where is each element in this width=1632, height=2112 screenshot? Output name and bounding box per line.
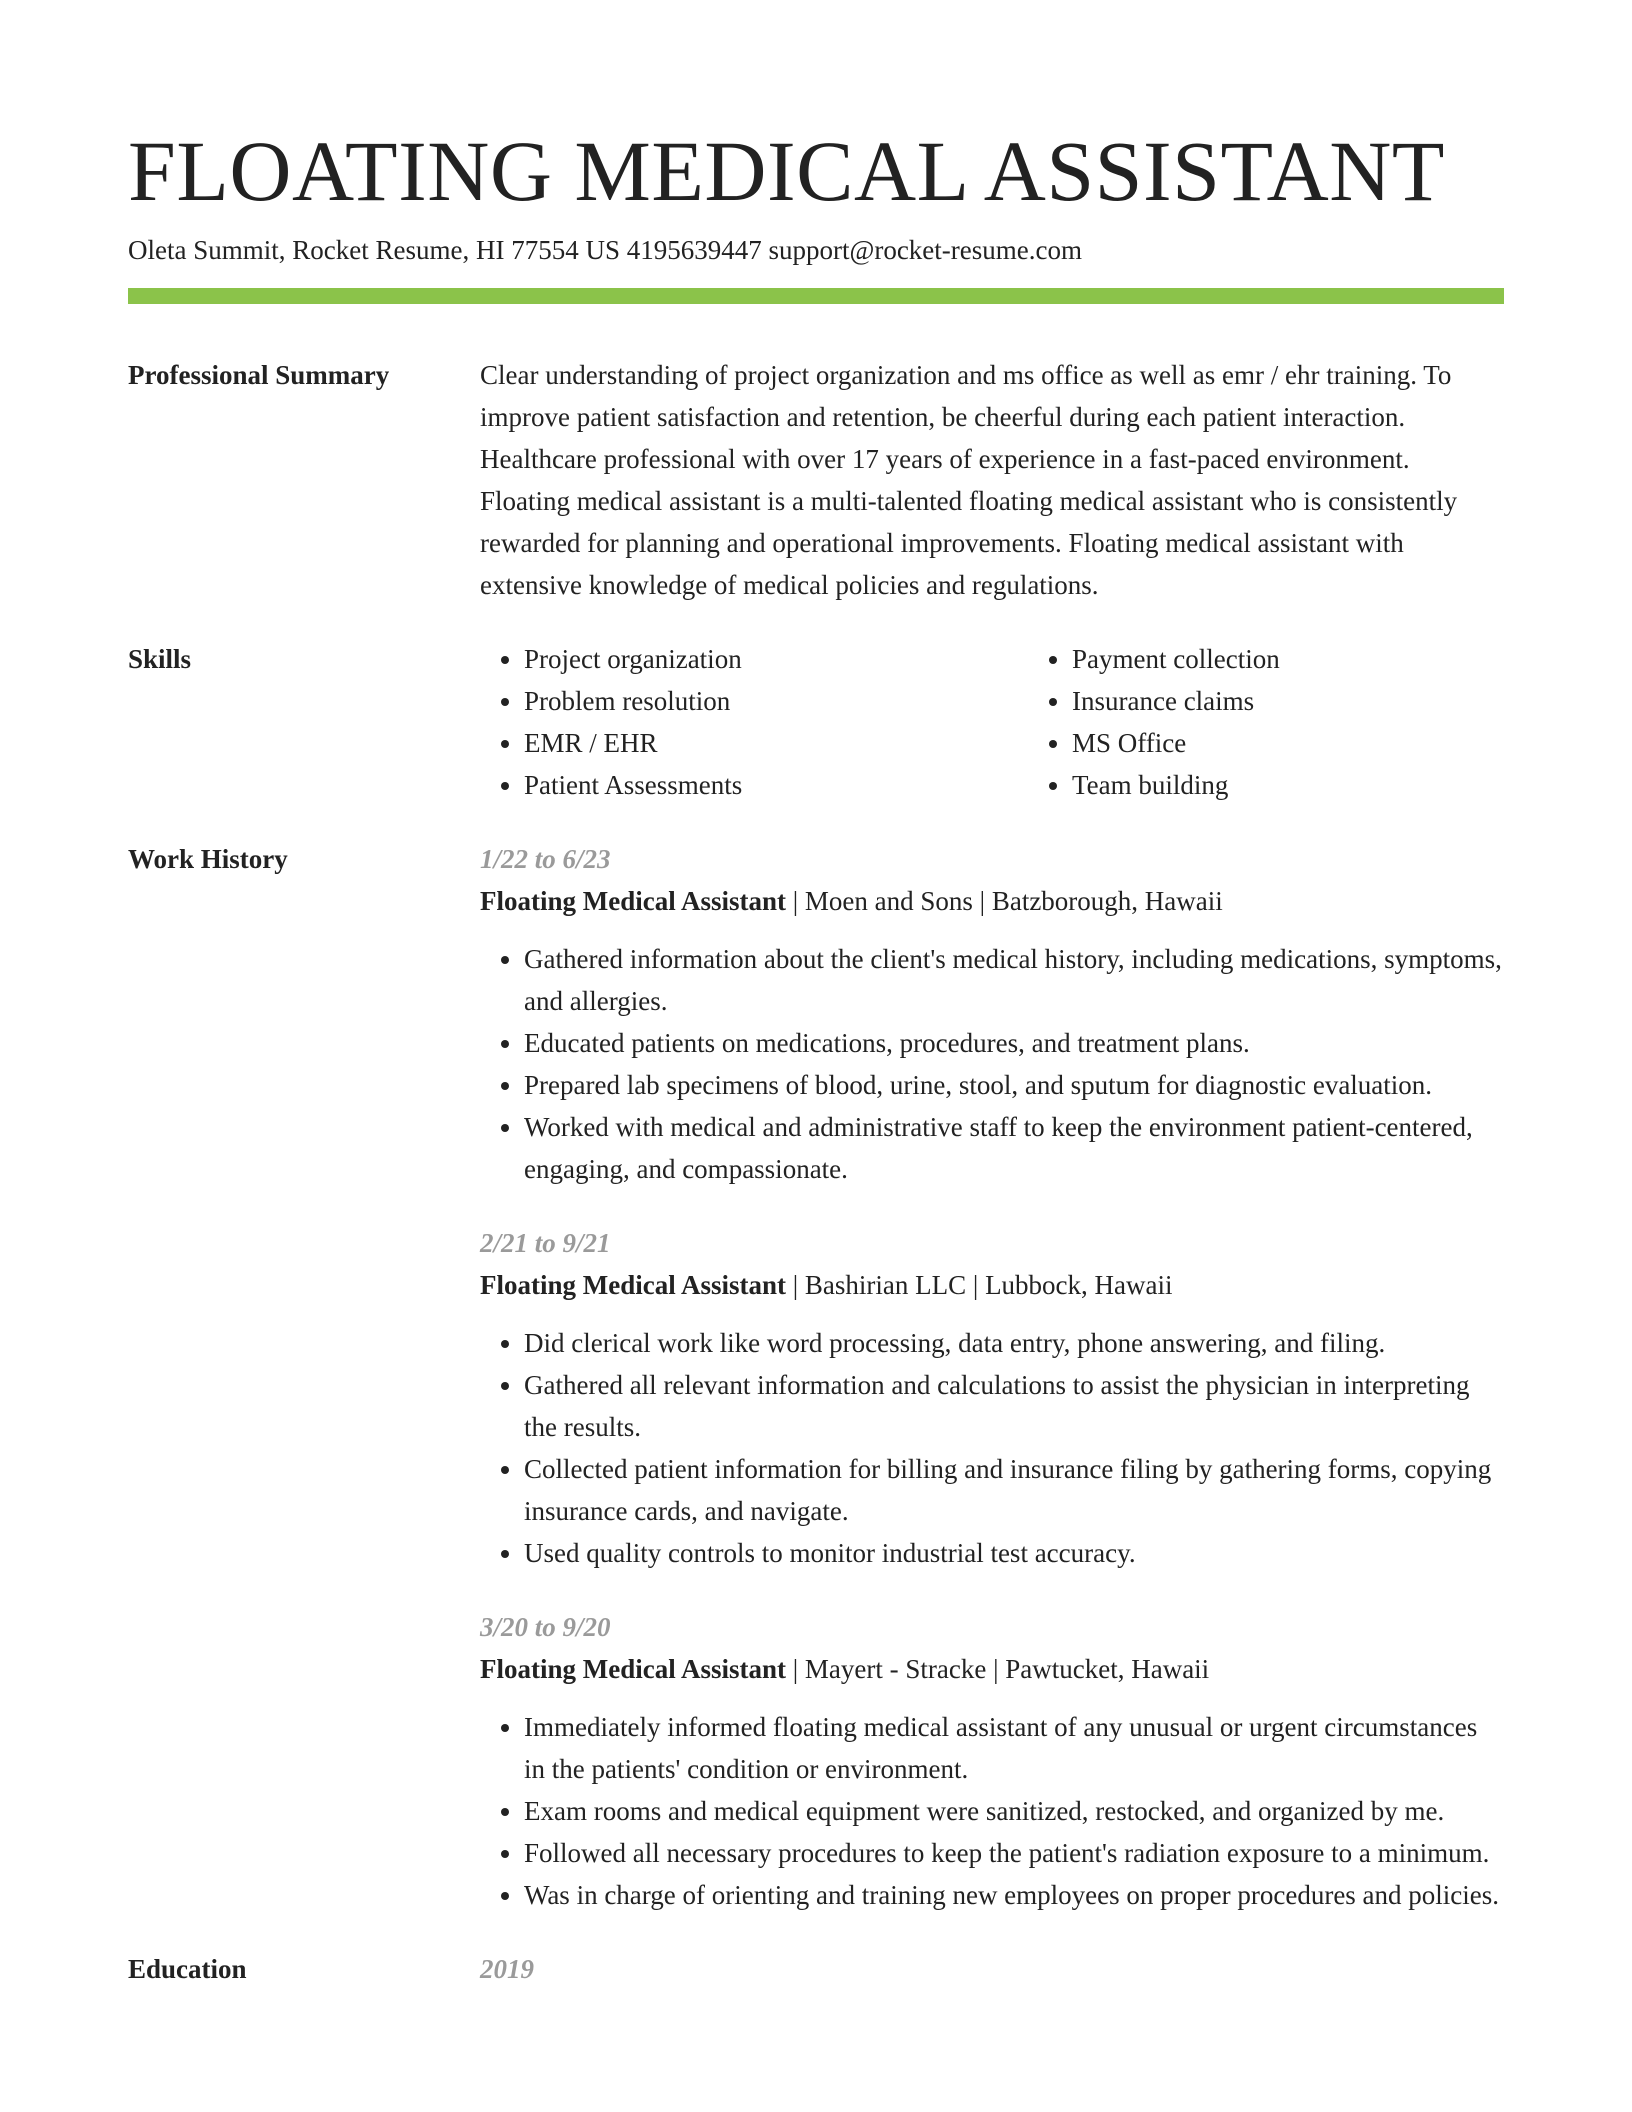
job-separator: | — [786, 886, 805, 916]
job-title-line — [480, 1648, 1504, 1690]
resume-page — [128, 118, 1504, 1990]
job-bullet: • Used quality controls to monitor industrial test accuracy. — [524, 1532, 1504, 1574]
job-bullet: • Gathered all relevant information and calculations to assist the physician in interpreting the results. — [524, 1364, 1504, 1448]
job-location: Batzborough, Hawaii — [991, 886, 1223, 916]
education-body — [480, 1948, 1504, 1990]
skill-item: • Insurance claims — [1072, 680, 1576, 722]
work-history-section — [128, 838, 1504, 1916]
job-bullet: • Worked with medical and administrative staff to keep the environment patient-centered, engaging, and compassionate. — [524, 1106, 1504, 1190]
header-divider — [128, 288, 1504, 304]
job-bullet: • Gathered information about the client's medical history, including medications, symptoms, and allergies. — [524, 938, 1504, 1022]
contact-phone: 4195639447 — [626, 235, 762, 265]
job-entry — [480, 1606, 1504, 1916]
skill-item: • Team building — [1072, 764, 1576, 806]
job-company: Mayert - Stracke — [804, 1654, 987, 1684]
education-year: 2019 — [480, 1954, 534, 1984]
contact-line — [128, 232, 1504, 268]
skill-item: • Problem resolution — [524, 680, 1028, 722]
job-dates: 1/22 to 6/23 — [480, 844, 611, 874]
skills-list-left — [480, 638, 1028, 806]
job-bullet: • Exam rooms and medical equipment were sanitized, restocked, and organized by me. — [524, 1790, 1504, 1832]
contact-email: support@rocket-resume.com — [768, 235, 1082, 265]
resume-name: FLOATING MEDICAL ASSISTANT — [128, 123, 1445, 219]
skill-item: • EMR / EHR — [524, 722, 1028, 764]
job-bullet: • Followed all necessary procedures to keep the patient's radiation exposure to a minimum. — [524, 1832, 1504, 1874]
job-title-line — [480, 1264, 1504, 1306]
skill-item: • Project organization — [524, 638, 1028, 680]
job-title: Floating Medical Assistant — [480, 1270, 787, 1300]
skill-item: • MS Office — [1072, 722, 1576, 764]
job-separator: | — [972, 886, 992, 916]
skill-item: • Patient Assessments — [524, 764, 1028, 806]
job-bullet: • Educated patients on medications, procedures, and treatment plans. — [524, 1022, 1504, 1064]
skills-title: Skills — [128, 644, 192, 674]
job-bullet: • Immediately informed floating medical assistant of any unusual or urgent circumstances in the patients' condition or environment. — [524, 1706, 1504, 1790]
job-company: Moen and Sons — [804, 886, 973, 916]
job-bullet: • Was in charge of orienting and training new employees on proper procedures and policies. — [524, 1874, 1504, 1916]
job-company: Bashirian LLC — [804, 1270, 967, 1300]
education-title: Education — [128, 1954, 247, 1984]
job-entry — [480, 1222, 1504, 1574]
job-bullet: • Collected patient information for billing and insurance filing by gathering forms, copying insurance cards, and navigate. — [524, 1448, 1504, 1532]
job-bullets — [480, 1706, 1504, 1916]
job-title: Floating Medical Assistant — [480, 886, 787, 916]
job-separator: | — [786, 1270, 805, 1300]
education-section — [128, 1948, 1504, 1990]
job-bullets — [480, 938, 1504, 1190]
job-location: Pawtucket, Hawaii — [1005, 1654, 1210, 1684]
summary-section — [128, 354, 1504, 606]
summary-text: Clear understanding of project organization and ms office as well as emr / ehr training. To improve patient satisfaction and retention, be cheerful during each patient interaction. Healthcare professional with over 17 years of experience in a fast-paced environment. Floating medical assistant is a multi-talented floating medical assistant who is consistently rewarded for planning and operational improvements. Floating medical assistant with extensive knowledge of medical policies and regulations. — [480, 360, 1458, 600]
job-dates: 2/21 to 9/21 — [480, 1228, 611, 1258]
job-bullet: • Did clerical work like word processing, data entry, phone answering, and filing. — [524, 1322, 1504, 1364]
job-separator: | — [986, 1654, 1006, 1684]
job-separator: | — [966, 1270, 986, 1300]
job-bullet: • Prepared lab specimens of blood, urine, stool, and sputum for diagnostic evaluation. — [524, 1064, 1504, 1106]
job-location: Lubbock, Hawaii — [985, 1270, 1173, 1300]
job-entry — [480, 838, 1504, 1190]
skills-columns — [480, 638, 1576, 806]
skill-item: • Payment collection — [1072, 638, 1576, 680]
job-dates: 3/20 to 9/20 — [480, 1612, 611, 1642]
contact-address: Oleta Summit, Rocket Resume, HI 77554 US — [128, 235, 620, 265]
skills-section — [128, 638, 1504, 806]
job-separator: | — [786, 1654, 805, 1684]
job-title: Floating Medical Assistant — [480, 1654, 787, 1684]
summary-title: Professional Summary — [128, 360, 390, 390]
job-bullets — [480, 1322, 1504, 1574]
skills-list-right — [1028, 638, 1576, 806]
work-history-title: Work History — [128, 844, 288, 874]
work-history-body — [480, 838, 1504, 1916]
job-title-line — [480, 880, 1504, 922]
